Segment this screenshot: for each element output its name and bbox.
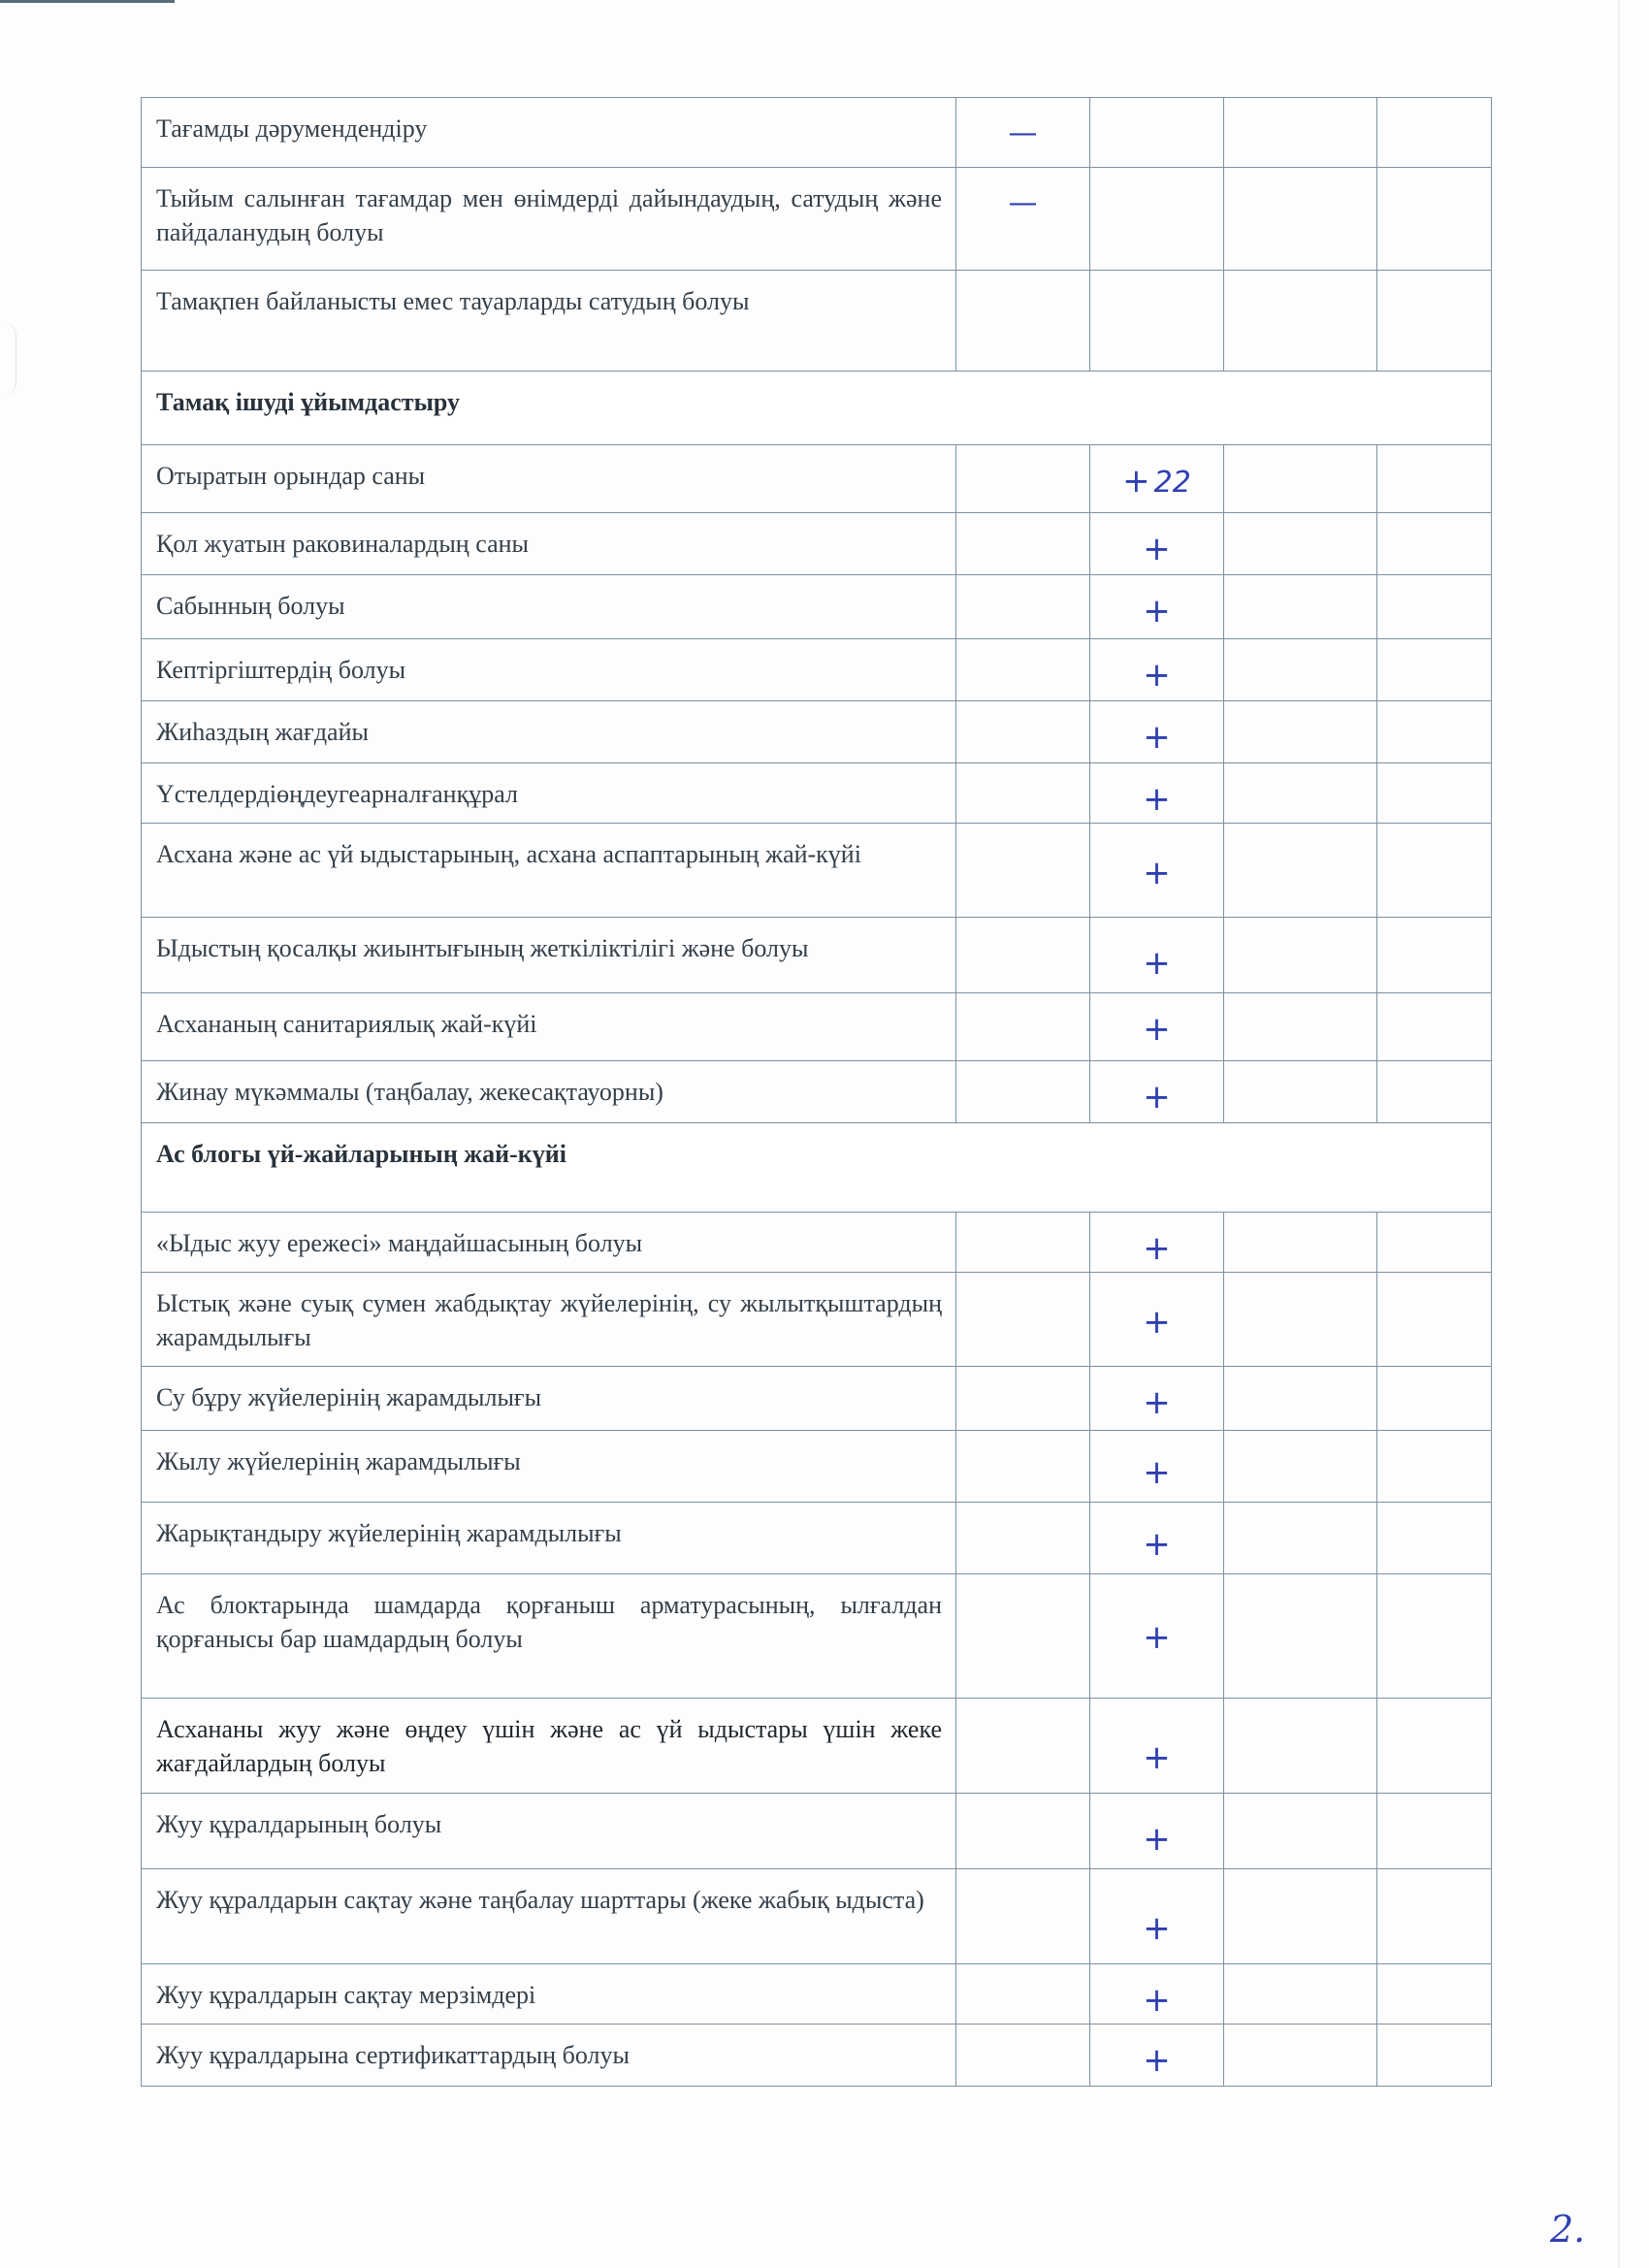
- table-row: [142, 1964, 1492, 2025]
- table-row: [142, 168, 1492, 271]
- section-cell: [142, 1123, 1492, 1213]
- mark-plus: +: [1143, 1453, 1171, 1492]
- mark-cell: [956, 1367, 1090, 1431]
- empty-cell: [1377, 1273, 1492, 1367]
- section-row: [142, 372, 1492, 445]
- mark-cell: [956, 1964, 1090, 2025]
- mark-cell: [956, 513, 1090, 575]
- mark-plus: +: [1143, 944, 1171, 983]
- mark-cell: [956, 824, 1090, 918]
- criterion-label: Жуу құралдарына сертификаттардың болуы: [156, 2041, 630, 2069]
- empty-cell: [1224, 1794, 1377, 1869]
- table-row: [142, 513, 1492, 575]
- mark-plus: +: [1143, 1820, 1171, 1859]
- table-row: [142, 1431, 1492, 1503]
- table-row: [142, 98, 1492, 168]
- criterion-label: «Ыдыс жуу ережесі» маңдайшасының болуы: [156, 1229, 643, 1257]
- mark-cell: [956, 1061, 1090, 1123]
- mark-cell: [1090, 1367, 1224, 1431]
- empty-cell: [1224, 1431, 1377, 1503]
- criterion-label: Жуу құралдарын сақтау мерзімдері: [156, 1981, 536, 2009]
- criterion-label: Ыдыстың қосалқы жиынтығының жеткіліктілігі және болуы: [156, 934, 809, 962]
- mark-cell: [1090, 824, 1224, 918]
- empty-cell: [1377, 993, 1492, 1061]
- mark-plus: +: [1143, 1010, 1171, 1049]
- mark-plus: +: [1143, 1738, 1171, 1777]
- empty-cell: [1224, 639, 1377, 701]
- mark-cell: [1090, 1061, 1224, 1123]
- empty-cell: [1224, 168, 1377, 271]
- mark-cell: [956, 271, 1090, 372]
- mark-cell: [1090, 168, 1224, 271]
- criterion-cell: [142, 1431, 956, 1503]
- mark-cell: [1090, 1213, 1224, 1273]
- empty-cell: [1224, 1367, 1377, 1431]
- mark-plus: +: [1143, 718, 1171, 757]
- criterion-label: Асхананың санитариялық жай-күйі: [156, 1010, 537, 1038]
- empty-cell: [1224, 1869, 1377, 1964]
- empty-cell: [1377, 2025, 1492, 2087]
- criterion-label: Су бұру жүйелерінің жарамдылығы: [156, 1383, 542, 1411]
- mark-plus: +: [1143, 1229, 1171, 1268]
- criterion-cell: [142, 639, 956, 701]
- empty-cell: [1377, 1964, 1492, 2025]
- checklist-table: [141, 97, 1492, 2087]
- mark-cell: [1090, 445, 1224, 513]
- mark-cell: [1090, 1964, 1224, 2025]
- mark-cell: [956, 575, 1090, 639]
- criterion-cell: [142, 1213, 956, 1273]
- table-row: [142, 918, 1492, 993]
- table-row: [142, 763, 1492, 824]
- criterion-cell: [142, 575, 956, 639]
- empty-cell: [1377, 763, 1492, 824]
- empty-cell: [1377, 1699, 1492, 1794]
- scan-right-edge: [1618, 0, 1620, 2268]
- mark-cell: [1090, 1794, 1224, 1869]
- mark-plus: +: [1143, 1383, 1171, 1422]
- mark-cell: [956, 1574, 1090, 1699]
- criterion-cell: [142, 993, 956, 1061]
- empty-cell: [1224, 1273, 1377, 1367]
- empty-cell: [1377, 824, 1492, 918]
- mark-cell: [1090, 1869, 1224, 1964]
- mark-cell: [956, 1869, 1090, 1964]
- empty-cell: [1224, 824, 1377, 918]
- mark-cell: [1090, 513, 1224, 575]
- empty-cell: [1377, 1367, 1492, 1431]
- mark-cell: [956, 98, 1090, 168]
- mark-cell: [1090, 1699, 1224, 1794]
- mark-cell: [1090, 575, 1224, 639]
- mark-plus: +: [1143, 1078, 1171, 1117]
- criterion-label: Ыстық және суық сумен жабдықтау жүйелерінің, су жылытқыштардың жарамдылығы: [156, 1289, 942, 1351]
- mark-plus: +: [1143, 1981, 1171, 2020]
- mark-cell: [1090, 271, 1224, 372]
- criterion-cell: [142, 1964, 956, 2025]
- criterion-cell: [142, 918, 956, 993]
- section-heading: Ас блогы үй-жайларының жай-күйі: [156, 1140, 566, 1168]
- criterion-label: Жылу жүйелерінің жарамдылығы: [156, 1447, 521, 1475]
- mark-cell: [1090, 639, 1224, 701]
- mark-cell: [1090, 98, 1224, 168]
- mark-plus: +: [1143, 656, 1171, 695]
- empty-cell: [1224, 513, 1377, 575]
- empty-cell: [1377, 271, 1492, 372]
- mark-cell: [956, 1794, 1090, 1869]
- mark-plus: +: [1143, 1303, 1171, 1342]
- paper-fold: [0, 320, 16, 398]
- empty-cell: [1377, 98, 1492, 168]
- mark-cell: [1090, 2025, 1224, 2087]
- table-row: [142, 701, 1492, 763]
- criterion-cell: [142, 98, 956, 168]
- seat-count: 22: [1153, 466, 1191, 500]
- table-row: [142, 1869, 1492, 1964]
- section-heading: Тамақ ішуді ұйымдастыру: [156, 388, 460, 416]
- table-row: [142, 1061, 1492, 1123]
- empty-cell: [1377, 701, 1492, 763]
- mark-plus: +: [1143, 1618, 1171, 1657]
- empty-cell: [1224, 1213, 1377, 1273]
- empty-cell: [1377, 1794, 1492, 1869]
- criterion-label: Жиһаздың жағдайы: [156, 718, 369, 746]
- mark-cell: [956, 701, 1090, 763]
- table-row: [142, 1367, 1492, 1431]
- table-row: [142, 2025, 1492, 2087]
- empty-cell: [1224, 763, 1377, 824]
- empty-cell: [1224, 993, 1377, 1061]
- section-row: [142, 1123, 1492, 1213]
- plus-mark: +: [1122, 462, 1150, 501]
- mark-plus: +: [1143, 592, 1171, 631]
- criterion-label: Қол жуатын раковиналардың саны: [156, 530, 529, 558]
- criterion-label: Кептіргіштердің болуы: [156, 656, 406, 684]
- mark-cell: [956, 918, 1090, 993]
- mark-plus: +: [1143, 530, 1171, 568]
- criterion-label: Сабынның болуы: [156, 592, 345, 620]
- mark-plus: +: [1143, 1525, 1171, 1564]
- table-row: [142, 1699, 1492, 1794]
- empty-cell: [1224, 445, 1377, 513]
- table-row: [142, 1574, 1492, 1699]
- mark-cell: [1090, 701, 1224, 763]
- mark-plus: +: [1143, 1909, 1171, 1948]
- criterion-label: Жуу құралдарын сақтау және таңбалау шарттары (жеке жабық ыдыста): [156, 1886, 924, 1914]
- mark-cell: [1090, 1273, 1224, 1367]
- criterion-label: Тағамды дәрумендендіру: [156, 114, 428, 143]
- criterion-cell: [142, 1503, 956, 1574]
- criterion-cell: [142, 1061, 956, 1123]
- criterion-cell: [142, 1699, 956, 1794]
- criterion-label: Жарықтандыру жүйелерінің жарамдылығы: [156, 1519, 622, 1547]
- table-row: [142, 1794, 1492, 1869]
- empty-cell: [1377, 1503, 1492, 1574]
- empty-cell: [1224, 271, 1377, 372]
- mark-cell: [956, 1273, 1090, 1367]
- criterion-label: Жинау мүкәммалы (таңбалау, жекесақтауорны): [156, 1078, 663, 1106]
- mark-plus: [1090, 445, 1223, 500]
- mark-cell: [1090, 993, 1224, 1061]
- mark-plus: +: [1143, 780, 1171, 819]
- mark-cell: [956, 1431, 1090, 1503]
- empty-cell: [1224, 575, 1377, 639]
- mark-cell: [1090, 1431, 1224, 1503]
- criterion-cell: [142, 168, 956, 271]
- table-row: [142, 824, 1492, 918]
- table-row: [142, 445, 1492, 513]
- mark-cell: [956, 1213, 1090, 1273]
- mark-cell: [956, 763, 1090, 824]
- mark-cell: [956, 445, 1090, 513]
- mark-cell: [1090, 1503, 1224, 1574]
- empty-cell: [1224, 1964, 1377, 2025]
- empty-cell: [1377, 1213, 1492, 1273]
- empty-cell: [1377, 445, 1492, 513]
- mark-cell: [956, 168, 1090, 271]
- empty-cell: [1224, 98, 1377, 168]
- criterion-label: Тамақпен байланысты емес тауарларды сатудың болуы: [156, 287, 750, 315]
- criterion-cell: [142, 271, 956, 372]
- empty-cell: [1224, 2025, 1377, 2087]
- table-row: [142, 575, 1492, 639]
- empty-cell: [1377, 1574, 1492, 1699]
- criterion-cell: [142, 513, 956, 575]
- criterion-cell: [142, 2025, 956, 2087]
- mark-cell: [956, 1699, 1090, 1794]
- table-row: [142, 1273, 1492, 1367]
- mark-cell: [1090, 763, 1224, 824]
- table-row: [142, 639, 1492, 701]
- criterion-cell: [142, 1367, 956, 1431]
- empty-cell: [1377, 168, 1492, 271]
- table-row: [142, 271, 1492, 372]
- table-row: [142, 1503, 1492, 1574]
- empty-cell: [1224, 918, 1377, 993]
- criterion-cell: [142, 763, 956, 824]
- empty-cell: [1377, 1061, 1492, 1123]
- empty-cell: [1224, 1061, 1377, 1123]
- empty-cell: [1377, 575, 1492, 639]
- mark-cell: [956, 2025, 1090, 2087]
- criterion-cell: [142, 1869, 956, 1964]
- criterion-cell: [142, 1273, 956, 1367]
- empty-cell: [1377, 639, 1492, 701]
- mark-cell: [956, 1503, 1090, 1574]
- mark-dash: —: [1008, 186, 1038, 220]
- section-cell: [142, 372, 1492, 445]
- page-number: 2.: [1550, 2208, 1586, 2251]
- empty-cell: [1377, 918, 1492, 993]
- empty-cell: [1377, 513, 1492, 575]
- mark-cell: [1090, 1574, 1224, 1699]
- empty-cell: [1224, 1503, 1377, 1574]
- criterion-label: Үстелдердіөңдеугеарналғанқұрал: [156, 780, 518, 808]
- criterion-label: Отыратын орындар саны: [156, 462, 426, 490]
- criterion-cell: [142, 1794, 956, 1869]
- criterion-label: Тыйым салынған тағамдар мен өнімдерді дайындаудың, сатудың және пайдаланудың болуы: [156, 184, 942, 246]
- table-row: [142, 993, 1492, 1061]
- criterion-cell: [142, 1574, 956, 1699]
- mark-cell: [956, 993, 1090, 1061]
- criterion-label: Асхана және ас үй ыдыстарының, асхана аспаптарының жай-күйі: [156, 840, 861, 868]
- mark-cell: [1090, 918, 1224, 993]
- criterion-label: Асхананы жуу және өңдеу үшін және ас үй ыдыстары үшін жеке жағдайлардың болуы: [156, 1715, 942, 1777]
- empty-cell: [1377, 1431, 1492, 1503]
- table-row: [142, 1213, 1492, 1273]
- empty-cell: [1224, 701, 1377, 763]
- criterion-cell: [142, 445, 956, 513]
- criterion-cell: [142, 824, 956, 918]
- criterion-cell: [142, 701, 956, 763]
- empty-cell: [1377, 1869, 1492, 1964]
- mark-plus: +: [1143, 2041, 1171, 2080]
- empty-cell: [1224, 1574, 1377, 1699]
- criterion-label: Жуу құралдарының болуы: [156, 1810, 442, 1838]
- mark-plus: +: [1143, 854, 1171, 892]
- criterion-label: Ас блоктарында шамдарда қорғаныш арматурасының, ылғалдан қорғанысы бар шамдардың болуы: [156, 1591, 942, 1653]
- mark-dash: —: [1008, 116, 1038, 150]
- scan-edge-mark: [0, 0, 175, 3]
- mark-cell: [956, 639, 1090, 701]
- empty-cell: [1224, 1699, 1377, 1794]
